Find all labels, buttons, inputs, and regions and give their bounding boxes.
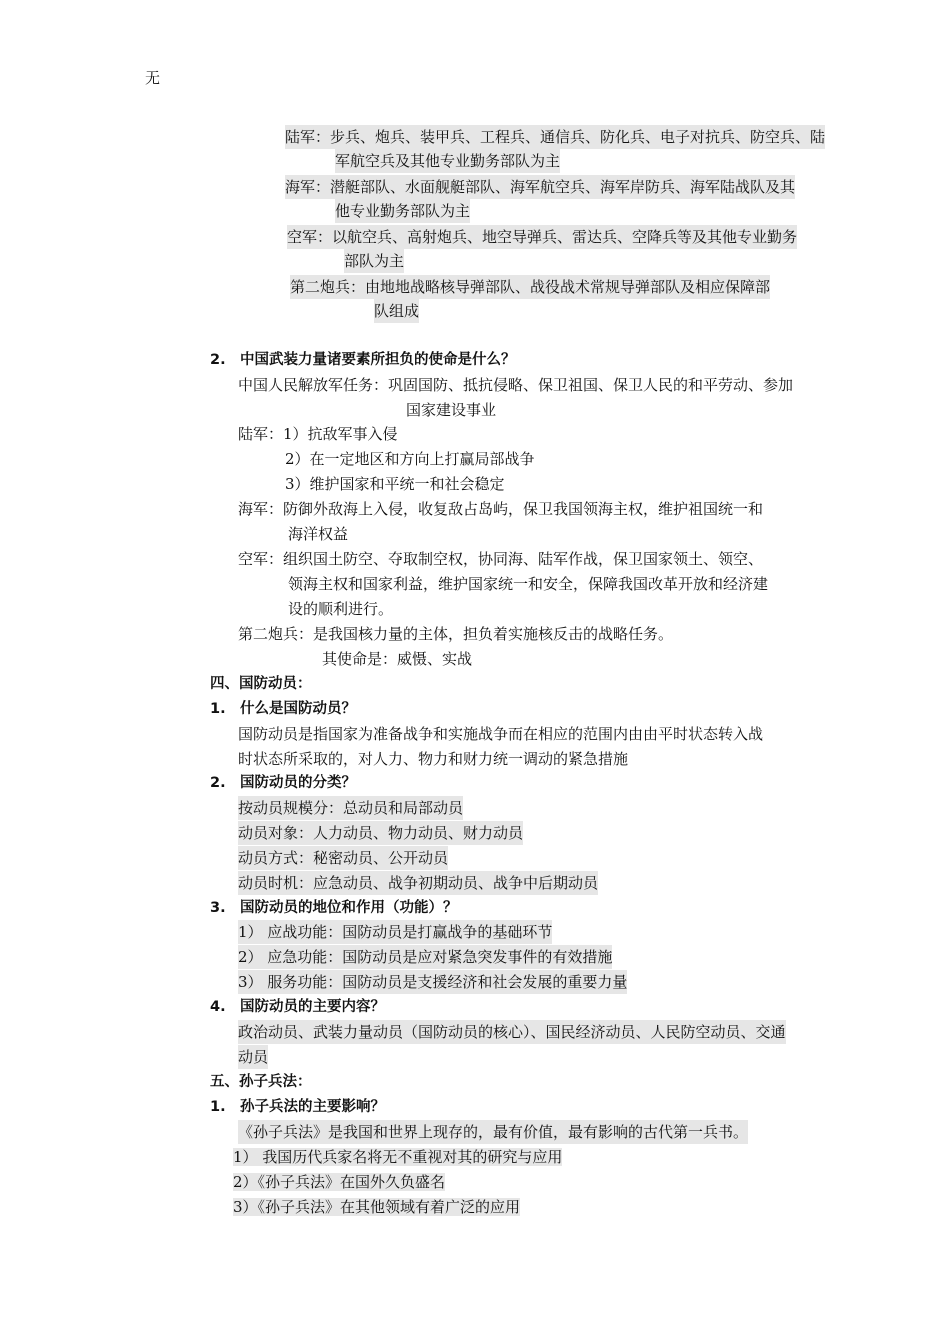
sec4-question-4-title: 国防动员的主要内容？ <box>240 999 385 1015</box>
sec4-answer-1-line-1: 国防动员是指国家为准备战争和实施战争而在相应的范围内由由平时状态转入战 <box>238 725 764 743</box>
sec4-question-3-title: 国防动员的地位和作用（功能）？ <box>240 900 458 916</box>
army-composition-line-1: 陆军：步兵、炮兵、装甲兵、工程兵、通信兵、防化兵、电子对抗兵、防空兵、陆 <box>285 125 825 149</box>
rocket-composition-line-1: 第二炮兵：由地地战略核导弹部队、战役战术常规导弹部队及相应保障部 <box>290 275 770 299</box>
mobilization-object: 动员对象：人力动员、物力动员、财力动员 <box>238 821 523 845</box>
rocket-composition-line-2: 队组成 <box>374 299 419 323</box>
function-emergency: 2） 应急功能：国防动员是应对紧急突发事件的有效措施 <box>238 945 612 969</box>
sec4-question-2-title: 国防动员的分类？ <box>240 775 356 791</box>
sec4-question-4-number: 4. <box>210 999 226 1015</box>
air-composition-line-2: 部队为主 <box>344 249 404 273</box>
question-heading <box>210 348 516 372</box>
function-service: 3） 服务功能：国防动员是支援经济和社会发展的重要力量 <box>238 970 627 994</box>
sunzi-influence-3 <box>233 1195 520 1219</box>
pla-mission-line-1: 中国人民解放军任务：巩固国防、抵抗侵略、保卫祖国、保卫人民的和平劳动、参加 <box>238 376 794 394</box>
sunzi-influence-2-text: 2）《孙子兵法》在国外久负盛名 <box>233 1173 446 1191</box>
sec5-question-1-title: 孙子兵法的主要影响？ <box>240 1099 385 1115</box>
navy-composition-line-2: 他专业勤务部队为主 <box>335 199 470 223</box>
sec4-answer-4-line-1: 政治动员、武装力量动员（国防动员的核心）、国民经济动员、人民防空动员、交通 <box>238 1020 786 1044</box>
sec4-question-1-number: 1. <box>210 701 226 717</box>
mobilization-timing: 动员时机：应急动员、战争初期动员、战争中后期动员 <box>238 871 598 895</box>
sunzi-influence-3-text: 3）《孙子兵法》在其他领域有着广泛的应用 <box>233 1198 521 1216</box>
sunzi-influence-2 <box>233 1170 445 1194</box>
sunzi-intro: 《孙子兵法》是我国和世界上现存的，最有价值，最有影响的古代第一兵书。 <box>238 1120 748 1144</box>
sec5-question-1 <box>210 1095 385 1119</box>
rocket-mission-line-2: 其使命是：威慑、实战 <box>322 650 473 668</box>
army-mission-line-3: 3）维护国家和平统一和社会稳定 <box>285 475 505 493</box>
navy-composition-line-1: 海军：潜艇部队、水面舰艇部队、海军航空兵、海军岸防兵、海军陆战队及其 <box>285 175 795 199</box>
air-mission-line-3: 设的顺利进行。 <box>288 600 394 618</box>
army-mission-line-2: 2）在一定地区和方向上打赢局部战争 <box>285 450 535 468</box>
mobilization-scale: 按动员规模分：总动员和局部动员 <box>238 796 463 820</box>
sunzi-influence-1 <box>233 1145 562 1169</box>
sec4-question-3 <box>210 896 458 920</box>
air-mission-line-1: 空军：组织国土防空、夺取制空权，协同海、陆军作战，保卫国家领土、领空、 <box>238 550 764 568</box>
sunzi-influence-1-text: 1） 我国历代兵家名将无不重视对其的研究与应用 <box>233 1148 563 1166</box>
section-five-title: 五、孙子兵法： <box>210 1074 312 1090</box>
navy-mission-line-2: 海洋权益 <box>288 525 349 543</box>
header-mark: 无 <box>145 69 161 87</box>
sec5-question-1-number: 1. <box>210 1099 226 1115</box>
section-four-title: 四、国防动员： <box>210 676 312 692</box>
question-title: 中国武装力量诸要素所担负的使命是什么？ <box>240 352 516 368</box>
sec4-answer-4-line-2: 动员 <box>238 1045 268 1069</box>
air-mission-line-2: 领海主权和国家利益，维护国家统一和安全，保障我国改革开放和经济建 <box>288 575 769 593</box>
army-composition-line-2: 军航空兵及其他专业勤务部队为主 <box>335 149 560 173</box>
sec4-question-1-title: 什么是国防动员？ <box>240 701 356 717</box>
sec4-question-1 <box>210 697 356 721</box>
army-mission-line-1: 陆军：1）抗敌军事入侵 <box>238 425 398 443</box>
question-number: 2. <box>210 352 226 368</box>
mobilization-method: 动员方式：秘密动员、公开动员 <box>238 846 448 870</box>
sec4-answer-1-line-2: 时状态所采取的，对人力、物力和财力统一调动的紧急措施 <box>238 750 629 768</box>
pla-mission-line-2: 国家建设事业 <box>406 401 497 419</box>
sec4-question-3-number: 3. <box>210 900 226 916</box>
function-war: 1） 应战功能：国防动员是打赢战争的基础环节 <box>238 920 552 944</box>
sec4-question-2-number: 2. <box>210 775 226 791</box>
air-composition-line-1: 空军：以航空兵、高射炮兵、地空导弹兵、雷达兵、空降兵等及其他专业勤务 <box>287 225 797 249</box>
navy-mission-line-1: 海军：防御外敌海上入侵，收复敌占岛屿，保卫我国领海主权，维护祖国统一和 <box>238 500 764 518</box>
sec4-question-2 <box>210 771 356 795</box>
rocket-mission-line-1: 第二炮兵：是我国核力量的主体，担负着实施核反击的战略任务。 <box>238 625 674 643</box>
sec4-question-4 <box>210 995 385 1019</box>
